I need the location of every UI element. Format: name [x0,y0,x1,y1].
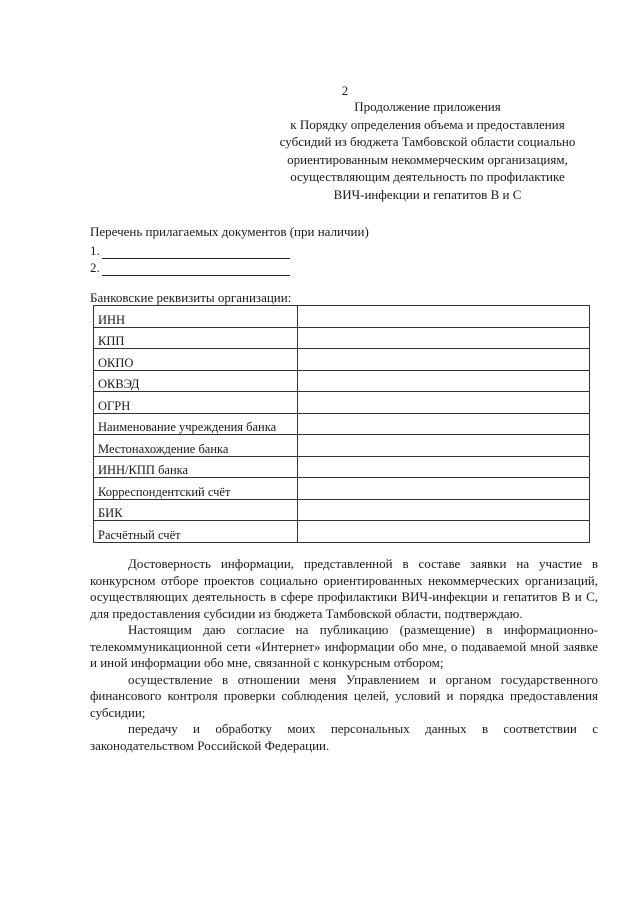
bank-field-label: ОКВЭД [94,370,298,392]
consent-text [90,556,598,754]
table-row [94,521,590,543]
table-row [94,349,590,371]
bank-field-value [298,521,590,543]
document-item-blank [102,262,290,276]
appendix-line: ВИЧ-инфекции и гепатитов В и С [333,186,522,202]
document-item-blank [102,245,290,259]
appendix-line: субсидий из бюджета Тамбовской области социально [279,134,576,149]
paragraph: осуществление в отношении меня Управлением и органом государственного финансового контроля проверки соблюдения целей, условий и порядка предоставления субсидии; [90,671,598,720]
table-row [94,413,590,435]
bank-details-table [93,305,590,543]
bank-field-value [298,327,590,349]
appendix-header [255,98,600,203]
bank-field-value [298,349,590,371]
document-item-number: 2. [90,260,100,275]
bank-field-label: ОКПО [94,349,298,371]
bank-field-value [298,392,590,414]
document-item-number: 1. [90,243,100,258]
table-row [94,456,590,478]
bank-field-label: Корреспондентский счёт [94,478,298,500]
bank-field-value [298,456,590,478]
appendix-line: к Порядку определения объема и предоставления [290,116,565,132]
bank-field-label: Наименование учреждения банка [94,413,298,435]
bank-field-value [298,499,590,521]
bank-field-value [298,370,590,392]
bank-field-label: ИНН/КПП банка [94,456,298,478]
documents-list-title: Перечень прилагаемых документов (при наличии) [90,224,369,239]
appendix-line: осуществляющим деятельность по профилактике [290,169,565,184]
bank-field-label: КПП [94,327,298,349]
table-row [94,370,590,392]
table-row [94,327,590,349]
document-item [90,260,290,276]
bank-field-value [298,478,590,500]
document-item [90,243,290,259]
paragraph: Достоверность информации, представленной в составе заявки на участие в конкурсном отборе проектов социально ориентированных некоммерческих организаций, осуществляющих деятельность в сфере профилактики ВИЧ-инфекции и гепатитов В и С, для предоставления субсидии из бюджета Тамбовской области, подтверждаю. [90,556,598,621]
paragraph: Настоящим даю согласие на публикацию (размещение) в информационно-телекоммуникационной сети «Интернет» информации обо мне, о подаваемой мной заявке и иной информации обо мне, связанной с конкурсным отбором; [90,622,598,670]
paragraph: передачу и обработку моих персональных данных в соответствии с законодательством Российской Федерации. [90,721,598,753]
bank-details-title: Банковские реквизиты организации: [90,290,292,305]
bank-field-label: Расчётный счёт [94,521,298,543]
table-row [94,306,590,328]
table-row [94,392,590,414]
page-number: 2 [341,83,349,98]
appendix-line: ориентированным некоммерческим организациям, [287,151,568,167]
bank-field-value [298,306,590,328]
table-row [94,478,590,500]
bank-field-label: ОГРН [94,392,298,414]
table-row [94,435,590,457]
table-row [94,499,590,521]
bank-field-label: ИНН [94,306,298,328]
appendix-line: Продолжение приложения [354,99,501,114]
bank-field-label: Местонахождение банка [94,435,298,457]
bank-field-value [298,435,590,457]
bank-field-label: БИК [94,499,298,521]
bank-field-value [298,413,590,435]
